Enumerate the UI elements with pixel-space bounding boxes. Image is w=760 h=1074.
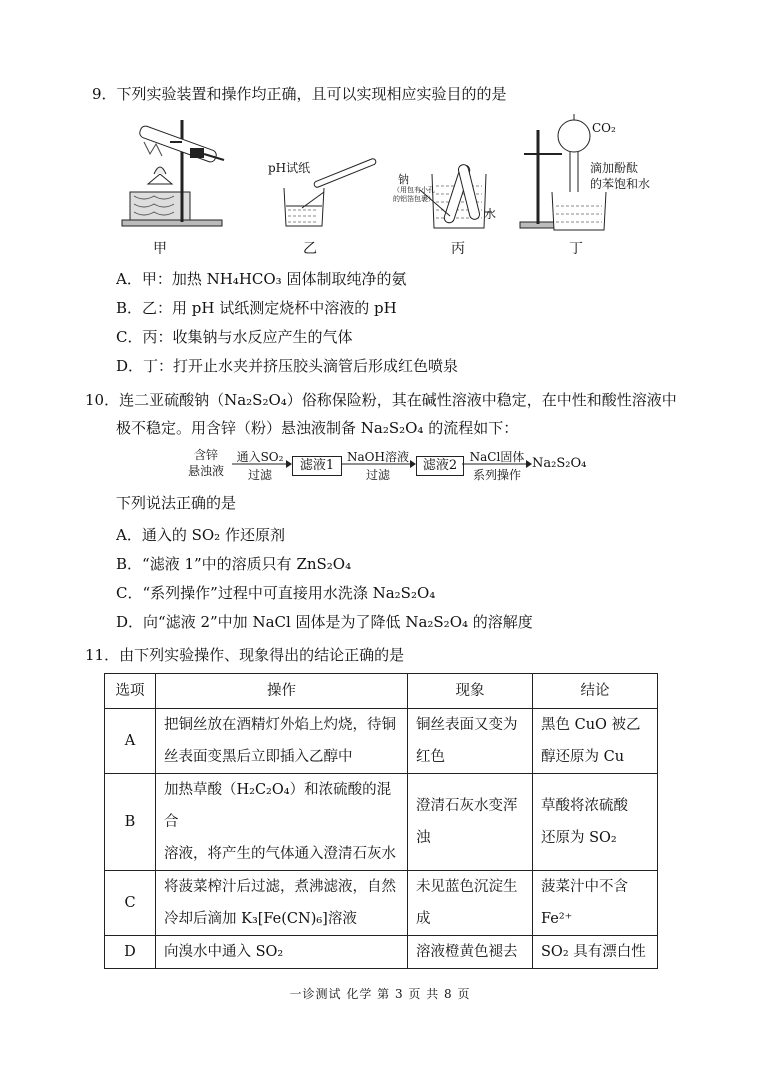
row-option: B <box>105 774 156 871</box>
q10-prompt: 下列说法正确的是 <box>116 494 237 512</box>
ph-line: 溶液橙黄色褪去 <box>416 944 518 960</box>
table-row <box>105 936 658 969</box>
row-option: D <box>105 936 156 969</box>
op-line: 冷却后滴加 K₃[Fe(CN)₆]溶液 <box>164 911 357 927</box>
header-conclusion: 结论 <box>533 674 658 709</box>
q9-stem: 9．下列实验装置和操作均正确，且可以实现相应实验目的的是 <box>92 85 507 103</box>
c-line: 还原为 SO₂ <box>541 830 617 846</box>
row-conclusion <box>533 936 658 969</box>
row-operation <box>156 774 408 871</box>
q11-stem: 11．由下列实验操作、现象得出的结论正确的是 <box>85 646 405 664</box>
header-operation: 操作 <box>156 674 408 709</box>
page-footer: 一诊测试 化学 第 3 页 共 8 页 <box>289 987 471 1001</box>
table-header-row <box>105 674 658 709</box>
flow-box-2: 滤液2 <box>416 456 464 476</box>
label-ding: 丁 <box>569 241 583 257</box>
flow-start-2: 悬浊液 <box>187 464 224 478</box>
q9-option-c: C．丙：收集钠与水反应产生的气体 <box>116 328 353 346</box>
q9-option-b: B．乙：用 pH 试纸测定烧杯中溶液的 pH <box>116 299 397 317</box>
label-bing: 丙 <box>451 241 465 257</box>
row-phenomenon <box>408 936 533 969</box>
row-operation <box>156 936 408 969</box>
label-jia: 甲 <box>153 241 167 257</box>
ph-line: 浊 <box>416 830 431 846</box>
flow-arrow1-bottom: 过滤 <box>247 468 272 482</box>
sodium-note: （用包有小孔的铝箔包裹） <box>393 186 435 203</box>
water-label: 水 <box>484 207 497 221</box>
c-line: SO₂ 具有漂白性 <box>541 944 646 960</box>
ph-line: 红色 <box>416 749 445 765</box>
c-line: 黑色 CuO 被乙 <box>541 717 641 733</box>
ph-line: 未见蓝色沉淀生 <box>416 879 518 895</box>
ph-line: 成 <box>416 911 431 927</box>
header-phenomenon: 现象 <box>408 674 533 709</box>
op-line: 将菠菜榨汁后过滤，煮沸滤液，自然 <box>164 879 396 895</box>
ph-paper-label: pH试纸 <box>268 161 311 175</box>
row-conclusion <box>533 774 658 871</box>
ph-line: 澄清石灰水变浑 <box>416 798 518 814</box>
flow-box-1: 滤液1 <box>292 456 342 476</box>
q9-option-d: D．丁：打开止水夹并挤压胶头滴管后形成红色喷泉 <box>116 357 459 375</box>
q10-option-c: C．“系列操作”过程中可直接用水洗涤 Na₂S₂O₄ <box>116 584 436 602</box>
c-line: 菠菜汁中不含 <box>541 879 628 895</box>
flow-arrow1-top: 通入SO₂ <box>236 450 284 464</box>
flow-end: Na₂S₂O₄ <box>532 456 587 471</box>
row-option: C <box>105 871 156 936</box>
row-phenomenon <box>408 709 533 774</box>
row-phenomenon <box>408 774 533 871</box>
table-row <box>105 709 658 774</box>
q10-stem-line1: 10．连二亚硫酸钠（Na₂S₂O₄）俗称保险粉，其在碱性溶液中稳定，在中性和酸性溶液中 <box>85 391 677 409</box>
c-line: Fe²⁺ <box>541 911 573 927</box>
table-row <box>105 871 658 936</box>
c-line: 醇还原为 Cu <box>541 749 625 765</box>
op-line: 丝表面变黑后立即插入乙醇中 <box>164 749 353 765</box>
op-line: 向溴水中通入 SO₂ <box>164 944 284 960</box>
op-line: 把铜丝放在酒精灯外焰上灼烧，待铜 <box>164 717 396 733</box>
label-yi: 乙 <box>303 241 317 257</box>
q10-option-d: D．向“滤液 2”中加 NaCl 固体是为了降低 Na₂S₂O₄ 的溶解度 <box>116 613 533 631</box>
flow-start-1: 含锌 <box>193 448 218 462</box>
apparatus-jia <box>120 112 230 230</box>
header-option: 选项 <box>105 674 156 709</box>
q9-option-a: A．甲：加热 NH₄HCO₃ 固体制取纯净的氨 <box>116 270 407 288</box>
row-conclusion <box>533 871 658 936</box>
q11-results-table <box>104 673 658 969</box>
row-conclusion <box>533 709 658 774</box>
ph-line: 铜丝表面又变为 <box>416 717 518 733</box>
op-line: 加热草酸（H₂C₂O₄）和浓硫酸的混合 <box>164 782 392 830</box>
row-operation <box>156 709 408 774</box>
right-note-1: 滴加酚酞 <box>590 161 639 175</box>
q10-option-a: A．通入的 SO₂ 作还原剂 <box>116 526 285 544</box>
flow-arrow2-bottom: 过滤 <box>365 468 390 482</box>
q10-stem-line2: 极不稳定。用含锌（粉）悬浊液制备 Na₂S₂O₄ 的流程如下： <box>116 419 519 437</box>
flow-arrow3-bottom: 系列操作 <box>472 468 521 482</box>
flow-arrow2-top: NaOH溶液 <box>347 450 409 464</box>
row-operation <box>156 871 408 936</box>
q10-option-b: B．“滤液 1”中的溶质只有 ZnS₂O₄ <box>116 555 352 573</box>
right-note-2: 的苯饱和水 <box>590 177 651 191</box>
row-option: A <box>105 709 156 774</box>
table-row <box>105 774 658 871</box>
co2-label: CO₂ <box>592 121 616 135</box>
op-line: 溶液，将产生的气体通入澄清石灰水 <box>164 846 396 862</box>
flow-arrow3-top: NaCl固体 <box>469 450 525 464</box>
sodium-label: 钠 <box>398 173 409 186</box>
row-phenomenon <box>408 871 533 936</box>
c-line: 草酸将浓硫酸 <box>541 798 628 814</box>
